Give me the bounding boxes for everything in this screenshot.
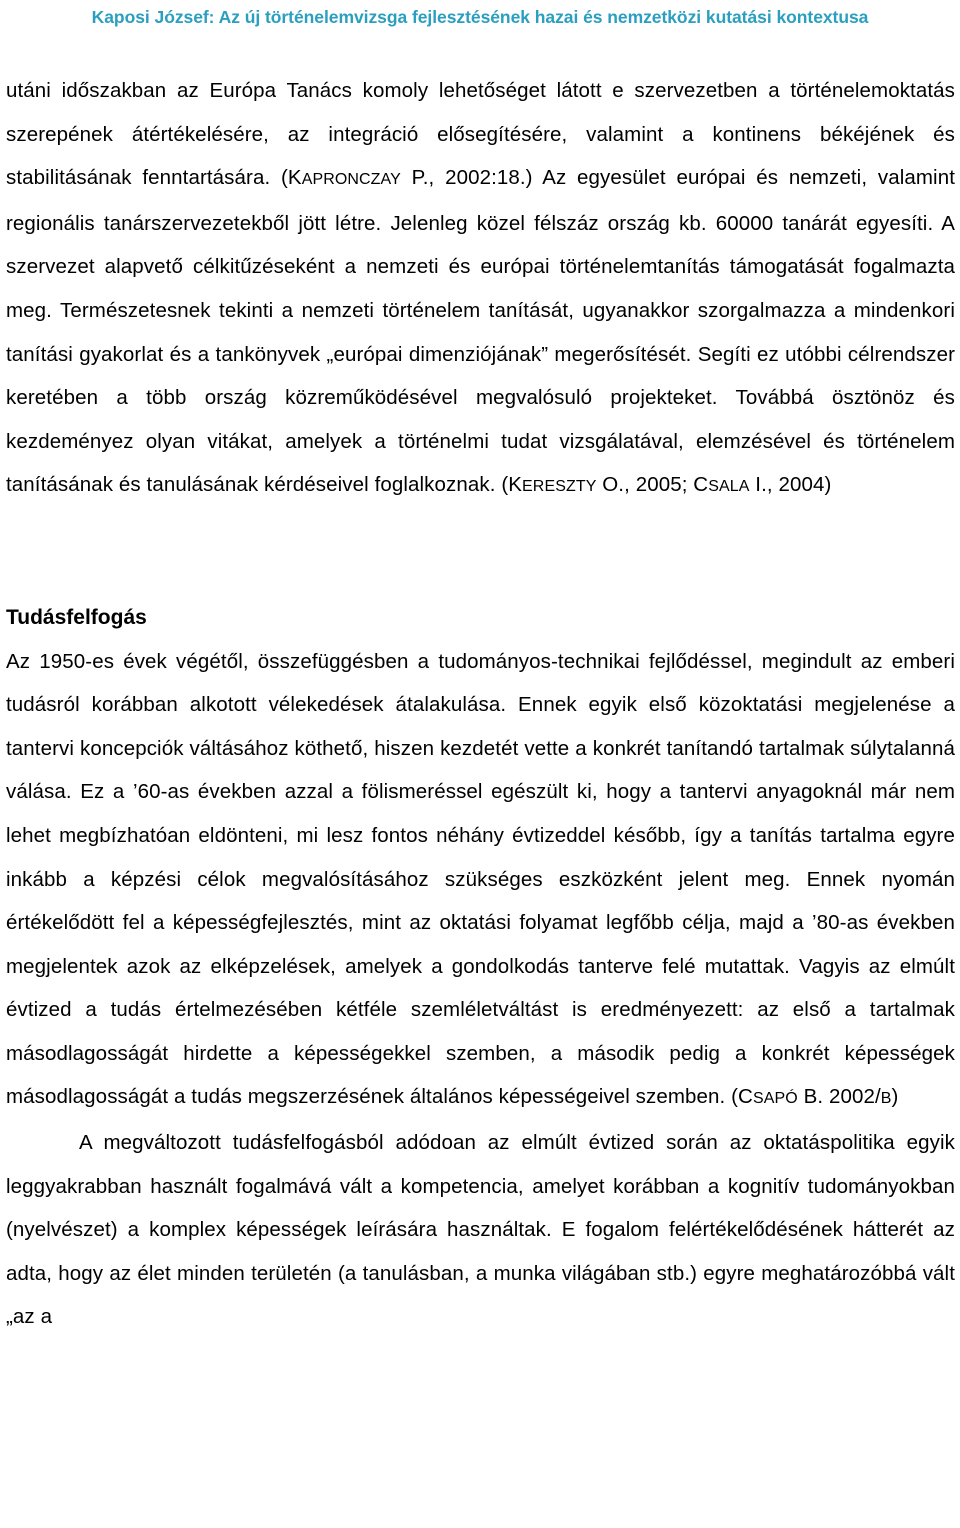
citation-author: C bbox=[738, 1085, 753, 1109]
paragraph-text: A megváltozott tudásfelfogásból adódoan az elmúlt évtized során az oktatáspolitika egyik leggyakrabban használt fogalmává vált a kompetencia, amelyet korábban a kognitív tudományokban (nyelvészet) a komplex képességek leírására használtak. E fogalom felértékelődésének hátterét az adta, hogy az élet minden területén (a tanulásban, a munka világában stb.) egyre meghatározóbbá vált „az a bbox=[6, 1131, 955, 1329]
citation-author: K bbox=[287, 166, 302, 190]
paragraph-text: utáni időszakban az Európa Tanács komoly lehetőséget látott e szervezetben a történelemoktatás szerepének átértékelésére, az integráció elősegítésére, valamint a kontinens békéjének és stabilitásának fenntartására. ( bbox=[6, 79, 955, 190]
paragraph-text: O., 2005; bbox=[596, 473, 694, 497]
citation-author-smallcaps: SAPÓ bbox=[752, 1090, 798, 1108]
page-body bbox=[6, 69, 955, 1339]
paragraph-text: P., 2002:18.) Az egyesület európai és nemzeti, valamint regionális tanárszervezetekből jött létre. Jelenleg közel félszáz ország kb. 60000 tanárát egyesíti. A szervezet alapvető célkitűzéseként a nemzeti és európai történelemtanítás támogatását fogalmazta meg. Természetesnek tekinti a nemzeti történelem tanítását, ugyanakkor szorgalmazza a mindenkori tanítási gyakorlat és a tankönyvek „európai dimenziójának” megerősítését. Segíti ez utóbbi célrendszer keretében a több ország közreműködésével megvalósuló projekteket. Továbbá ösztönöz és kezdeményez olyan vitákat, amelyek a történelmi tudat vizsgálatával, elemzésével és történelem tanításának és tanulásának kérdéseivel foglalkoznak. ( bbox=[6, 166, 955, 497]
paragraph-competence bbox=[6, 1121, 955, 1339]
section-title: Tudásfelfogás bbox=[6, 605, 147, 629]
citation-author-smallcaps: ERESZTY bbox=[522, 478, 597, 496]
paragraph-text: B. 2002/ bbox=[797, 1085, 881, 1109]
citation-author: C bbox=[693, 473, 709, 497]
paragraph-text: I., 2004) bbox=[749, 473, 832, 497]
paragraph-text: Az 1950-es évek végétől, összefüggésben a tudományos-technikai fejlődéssel, megindult az emberi tudásról korábban alkotott vélekedések átalakulása. Ennek egyik első közoktatási megjelenése a tantervi koncepciók váltásához köthető, hiszen kezdetét vette a konkrét tanítandó tartalmak súlytalanná válása. Ez a ’60-as években azzal a fölismeréssel egészült ki, hogy a tantervi anyagoknál már nem lehet megbízhatóan eldönteni, mi lesz fontos néhány évtizeddel később, így a tanítás tartalma egyre inkább a képzési célok megvalósításához szükséges eszközként jelent meg. Ennek nyomán értékelődött fel a képességfejlesztés, mint az oktatási folyamat legfőbb célja, majd a ’80-as években megjelentek azok az elképzelések, amelyek a gondolkodás tanterve felé mutattak. Vagyis az elmúlt évtized a tudás értelmezésében kétféle szemléletváltást is eredményezett: az első a tartalmak másodlagosságát hirdette a képességekkel szemben, a második pedig a konkrét képességek másodlagosságát a tudás megszerzésének általános képességeivel szemben. ( bbox=[6, 649, 955, 1109]
paragraph-europe-council bbox=[6, 69, 955, 509]
paragraph-text: ) bbox=[891, 1085, 899, 1109]
paragraph-knowledge-concept bbox=[6, 640, 955, 1122]
citation-author: K bbox=[508, 473, 523, 497]
citation-author-smallcaps: SALA bbox=[708, 478, 750, 496]
section-spacer bbox=[6, 509, 955, 596]
citation-author-smallcaps: APRONCZAY bbox=[301, 171, 401, 189]
citation-suffix-smallcaps: B bbox=[880, 1090, 892, 1108]
running-header: Kaposi József: Az új történelemvizsga fejlesztésének hazai és nemzetközi kutatási kontextusa bbox=[91, 7, 869, 27]
